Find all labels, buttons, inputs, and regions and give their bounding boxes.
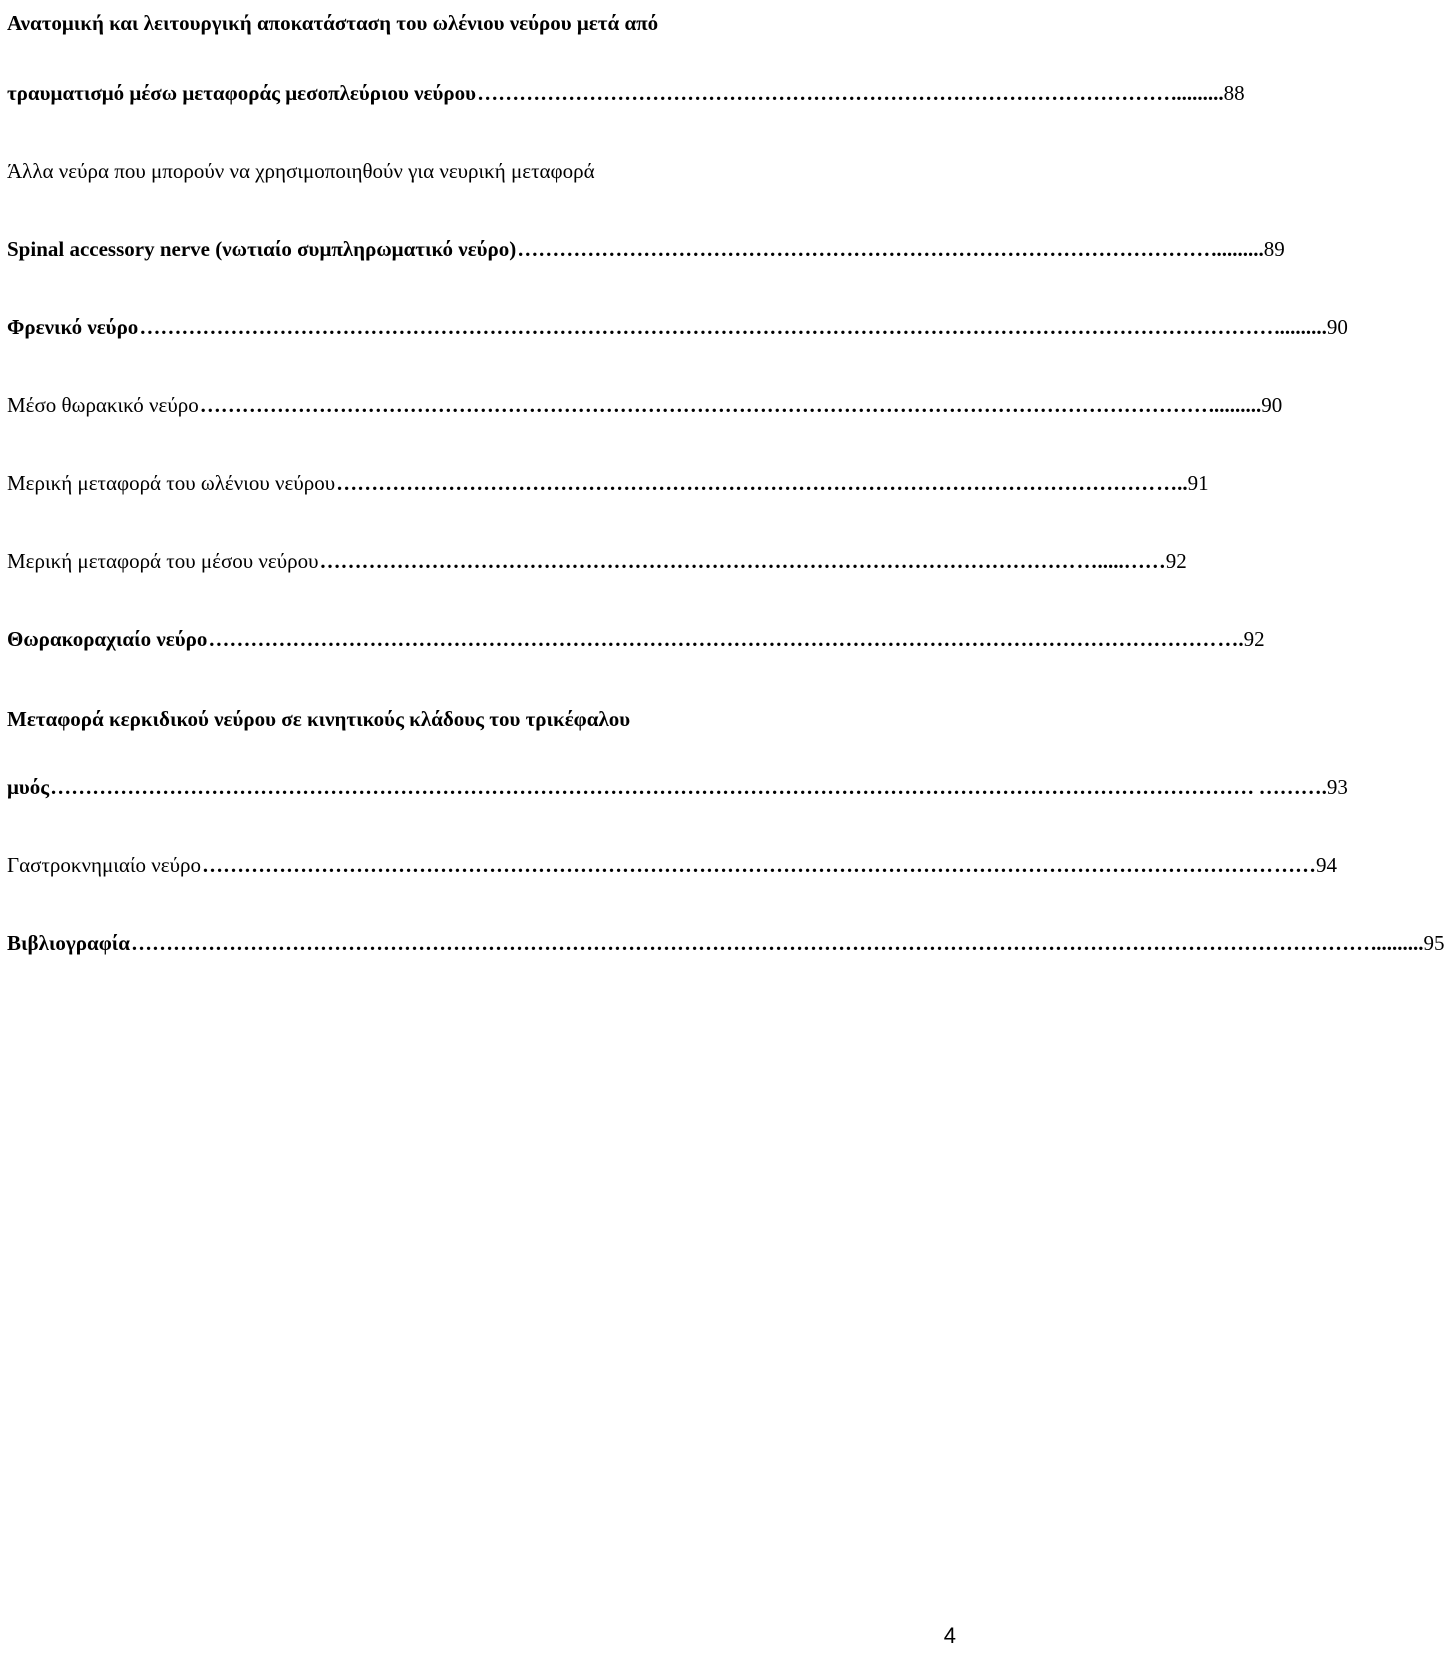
toc-leader: ……………………………………………………………………………………… <box>517 237 1211 261</box>
toc-entry-text: Ανατομική και λειτουργική αποκατάσταση του ωλένιου νεύρου μετά από <box>7 11 659 35</box>
toc-entry[interactable] <box>7 314 1348 340</box>
toc-entry-text: Άλλα νεύρα που μπορούν να χρησιμοποιηθούν για νευρική μεταφορά <box>7 159 595 183</box>
toc-leader: ……………………………………………………………………………………………………………………………… <box>199 393 1208 417</box>
toc-page-number: 93 <box>1326 775 1348 799</box>
toc-page-number: 91 <box>1187 471 1209 495</box>
toc-entry[interactable] <box>7 852 1337 878</box>
toc-page-number: 89 <box>1263 237 1285 261</box>
toc-entry[interactable] <box>7 470 1209 496</box>
toc-entry-text: Θωρακοραχιαίο νεύρο <box>7 627 208 651</box>
toc-entry-text: Γαστροκνημιαίο νεύρο <box>7 853 201 877</box>
toc-page-number: 90 <box>1326 315 1348 339</box>
toc-entry-text: Φρενικό νεύρο <box>7 315 139 339</box>
toc-entry[interactable] <box>7 626 1265 652</box>
page-number: 4 <box>943 1623 956 1648</box>
toc-entry-text: τραυματισμό μέσω μεταφοράς μεσοπλεύριου νεύρου <box>7 81 477 105</box>
toc-leader-dots: ….....…… <box>1076 549 1166 573</box>
toc-page-number: 90 <box>1261 393 1283 417</box>
toc-entry-text: μυός <box>7 775 50 799</box>
toc-entry[interactable] <box>7 930 1445 956</box>
toc-entry[interactable] <box>7 80 1245 106</box>
toc-page-number: 88 <box>1223 81 1245 105</box>
toc-leader: ……………………………………………………………………………………………………………………………………………………… <box>50 775 1248 799</box>
toc-entry-text: Μέσο θωρακικό νεύρο <box>7 393 199 417</box>
toc-leader-dots: …… <box>1273 853 1316 877</box>
toc-entry[interactable] <box>7 774 1348 800</box>
toc-leader-dots: . ………. <box>1248 775 1327 799</box>
toc-entry-text: Μεταφορά κερκιδικού νεύρου σε κινητικούς κλάδους του τρικέφαλου <box>7 707 631 731</box>
toc-entry-text: Βιβλιογραφία <box>7 931 131 955</box>
toc-entry[interactable] <box>7 392 1283 418</box>
toc-leader-dots: .......... <box>1371 931 1424 955</box>
toc-entry[interactable] <box>7 548 1187 574</box>
toc-entry-text: Spinal accessory nerve (νωτιαίο συμπληρωματικό νεύρο) <box>7 237 517 261</box>
toc-page-number: 92 <box>1165 549 1187 573</box>
toc-leader: ……………………………………………………………………………………………………… <box>336 471 1156 495</box>
toc-page-number: 92 <box>1243 627 1265 651</box>
toc-leader-dots: .......... <box>1208 393 1262 417</box>
toc-page-number: 95 <box>1423 931 1445 955</box>
toc-leader: ……………………………………………………………………………………………………………………………… <box>208 627 1217 651</box>
toc-entry[interactable] <box>7 236 1285 262</box>
toc-leader-dots: .......... <box>1211 237 1264 261</box>
toc-entry-heading <box>7 158 595 184</box>
toc-leader: ……………………………………………………………………………………………………………………………………… <box>201 853 1273 877</box>
toc-leader: ……………………………………………………………………………………………… <box>319 549 1076 573</box>
toc-leader-dots: …. <box>1217 627 1244 651</box>
toc-leader: …………………………………………………………………………………………………………………………………………………………… <box>131 931 1371 955</box>
toc-entry-heading <box>7 706 630 732</box>
toc-leader: ……………………………………………………………………………………………………………………………………………… <box>139 315 1274 339</box>
toc-leader-dots: .......... <box>1274 315 1327 339</box>
toc-leader-dots: .......... <box>1171 81 1224 105</box>
toc-entry-text: Μερική μεταφορά του μέσου νεύρου <box>7 549 319 573</box>
toc-entry-text: Μερική μεταφορά του ωλένιου νεύρου <box>7 471 336 495</box>
toc-page-number: 94 <box>1315 853 1337 877</box>
toc-leader: ……………………………………………………………………………………… <box>477 81 1171 105</box>
toc-entry-heading <box>7 10 658 36</box>
toc-leader-dots: ….. <box>1156 471 1188 495</box>
